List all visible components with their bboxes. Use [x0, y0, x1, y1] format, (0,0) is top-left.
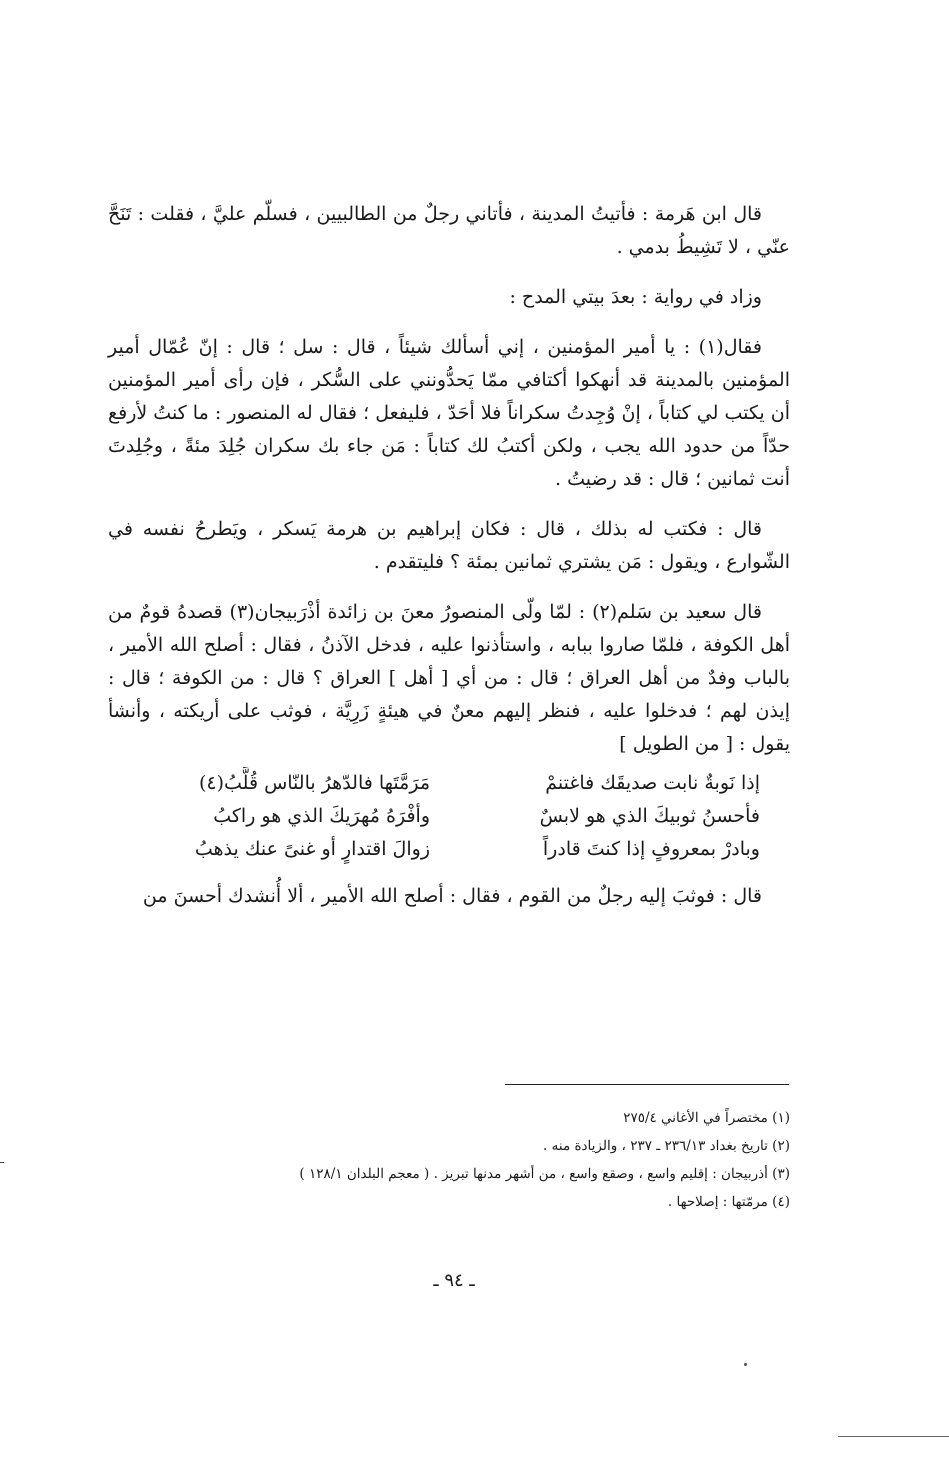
verse-3-first-hemistich: وبادرْ بمعروفٍ إذا كنتَ قادراً [542, 838, 760, 860]
footnote-3: (٣) أذربيجان : إقليم واسع ، وصقع واسع ، من أشهر مدنها تبريز . ( معجم البلدان ١٢٨/١ ) [299, 1166, 790, 1182]
footnote-separator [505, 1084, 789, 1085]
footnote-4: (٤) مرمّتها : إصلاحها . [667, 1194, 790, 1210]
verse-2-first-hemistich: فأحسنُ ثوبيكَ الذي هو لابسٌ [539, 805, 760, 827]
paragraph-2: وزاد في رواية : بعدَ بيتي المدح : [509, 286, 762, 308]
poem [108, 767, 790, 866]
poem-verse-2 [108, 800, 760, 833]
footnotes [108, 1104, 790, 1216]
page-number: ـ ٩٤ ـ [433, 1270, 475, 1291]
scan-speck [744, 1363, 747, 1366]
scan-edge-mark [0, 1162, 4, 1163]
main-text [108, 198, 790, 913]
poem-verse-1 [108, 767, 760, 800]
verse-1-first-hemistich: إذا نَوبةٌ نابت صديقَك فاغتنمْ [545, 772, 760, 794]
poem-verse-3 [108, 833, 760, 866]
scan-bottom-line [838, 1436, 949, 1437]
continuation-paragraph: قال : فوثبَ إليه رجلٌ من القوم ، فقال : أصلح الله الأمير ، ألا أُنشدك أحسنَ من [142, 885, 762, 907]
paragraph-5: قال سعيد بن سَلم(٢) : لمّا ولّى المنصورُ معنَ بن زائدة أذْرَبيجان(٣) قصدهُ قومٌ من أهل الكوفة ، فلمّا صاروا ببابه ، واستأذنوا عليه ، فدخل الآذنُ ، فقال : أصلح الله الأمير ، بالباب وفدٌ من أهل العراق ؛ قال : من أي [ أهل ] العراق ؟ قال : من الكوفة ؛ قال : إيذن لهم ؛ فدخلوا عليه ، فنظر إليهم معنٌ في هيئةٍ زَرِيَّة ، فوثب على أريكته ، وأنشأ يقول : [ من الطويل ] [108, 601, 790, 755]
verse-1-second-hemistich: مَرَمَّتَها فالدّهرُ بالنّاس قُلَّبُ(٤) [198, 772, 430, 794]
paragraph-1: قال ابن هَرمة : فأتيتُ المدينة ، فأتاني رجلٌ من الطالبيين ، فسلّم عليَّ ، فقلت : تَنَحَّ عنّي ، لا تَشِيطُ بدمي . [108, 203, 790, 258]
paragraph-4: قال : فكتب له بذلك ، قال : فكان إبراهيم بن هرمة يَسكر ، ويَطرحُ نفسه في الشّوارع ، ويقول : مَن يشتري ثمانين بمئة ؟ فليتقدم . [108, 518, 790, 573]
footnote-2: (٢) تاريخ بغداد ٢٣٦/١٣ ـ ٢٣٧ ، والزيادة منه . [543, 1138, 790, 1154]
verse-2-second-hemistich: وأفْرَهُ مُهرَيكَ الذي هو راكبُ [213, 805, 430, 827]
paragraph-3: فقال(١) : يا أمير المؤمنين ، إني أسألك شيئاً ، قال : سل ؛ قال : إنّ عُمّال أمير المؤمنين بالمدينة قد أنهكوا أكتافي ممّا يَحدُّونني على السُّكر ، فإن رأى أمير المؤمنين أن يكتب لي كتاباً ، إنْ وُجِدتُ سكراناً فلا أحَدّ ، فليفعل ؛ فقال له المنصور : ما كنتُ لأرفع حدّاً من حدود الله يجب ، ولكن أكتبُ لك كتاباً : مَن جاء بك سكران جُلِدَ مئةً ، وجُلِدتَ أنت ثمانين ؛ قال : قد رضيتُ . [108, 336, 790, 490]
footnote-1: (١) مختصراً في الأغاني ٢٧٥/٤ [623, 1110, 790, 1126]
verse-3-second-hemistich: زوالَ اقتدارٍ أو غنىً عنك يذهبُ [194, 838, 430, 860]
